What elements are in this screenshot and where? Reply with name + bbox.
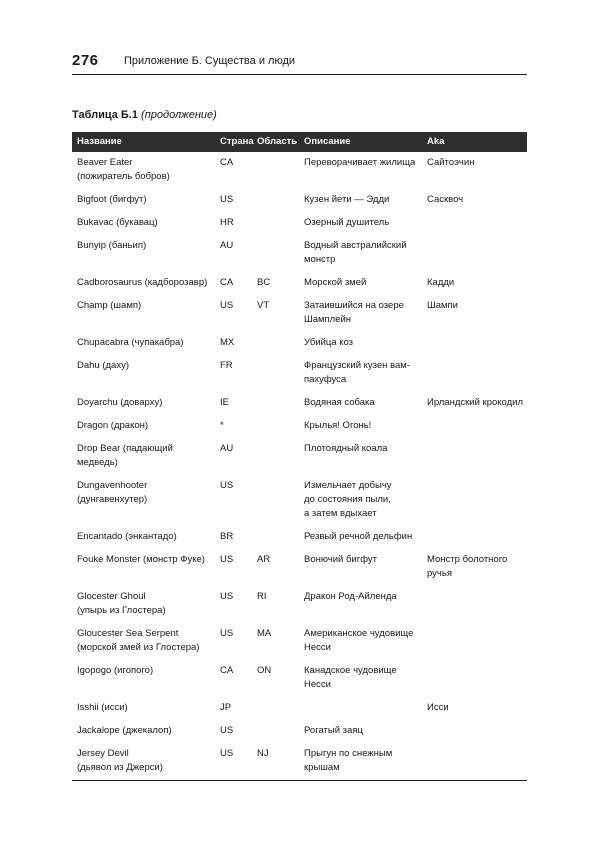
cell-name: Doyarchu (доварху) — [77, 397, 163, 408]
table-row — [72, 549, 527, 586]
cell-aka: Монстр болотного ручья — [427, 554, 508, 579]
cell-name: Glocester Ghoul (упырь из Глостера) — [77, 591, 166, 616]
cell-aka — [422, 475, 527, 526]
cell-name: Bunyip (баньип) — [77, 240, 147, 251]
cell-country: IE — [220, 397, 229, 408]
cell-name: Isshii (исси) — [77, 702, 128, 713]
table-row — [72, 332, 527, 355]
cell-aka: Сасквоч — [427, 194, 464, 205]
cell-description: Измельчает добычу до состояния пыли, а затем вдыхает — [304, 480, 392, 519]
cell-name: Chupacabra (чупакабра) — [77, 337, 184, 348]
table-row — [72, 526, 527, 549]
cell-name: Beaver Eater (пожиратель бобров) — [77, 157, 170, 182]
cell-country: US — [220, 554, 234, 565]
cell-name: Jackalope (джекалоп) — [77, 725, 172, 736]
cell-region: ON — [257, 665, 272, 676]
cell-description: Дракон Род-Айленда — [304, 591, 397, 602]
cell-aka — [422, 623, 527, 660]
cell-name: Drop Bear (падающий медведь) — [77, 443, 173, 468]
cell-aka: Шампи — [427, 300, 458, 311]
cell-region — [252, 720, 299, 743]
cell-region — [252, 212, 299, 235]
cell-description: Вонючий бигфут — [304, 554, 378, 565]
page-number: 276 — [72, 52, 99, 69]
table-row — [72, 189, 527, 212]
cell-region: BC — [257, 277, 271, 288]
cell-region — [252, 392, 299, 415]
table-row — [72, 212, 527, 235]
cell-name: Bukavac (букавац) — [77, 217, 158, 228]
cell-region — [252, 332, 299, 355]
cell-aka: Ирландский крокодил — [427, 397, 524, 408]
cell-country: US — [215, 743, 252, 781]
cell-description: Кузен йети — Эдди — [304, 194, 390, 205]
cell-description — [299, 697, 422, 720]
running-title: Приложение Б. Существа и люди — [124, 55, 296, 67]
cell-country: AU — [220, 240, 234, 251]
cell-aka — [422, 660, 527, 697]
cell-name: Bigfoot (бигфут) — [77, 194, 147, 205]
cell-aka: Сайтоэчин — [427, 157, 475, 168]
cell-country: US — [220, 300, 234, 311]
cell-region: RI — [257, 591, 267, 602]
cell-region — [252, 438, 299, 475]
cell-aka — [422, 586, 527, 623]
cell-description: Плотоядный коала — [304, 443, 388, 454]
cell-description: Крылья! Огонь! — [304, 420, 372, 431]
cell-description: Водный австралийский монстр — [304, 240, 407, 265]
cell-description: Переворачивает жилища — [304, 157, 416, 168]
cell-region — [252, 189, 299, 212]
cell-region: MA — [257, 628, 272, 639]
cell-description: Рогатый заяц — [304, 725, 363, 736]
cell-region — [252, 526, 299, 549]
table-row — [72, 295, 527, 332]
cell-country: AU — [220, 443, 234, 454]
cell-country: US — [220, 194, 234, 205]
cell-name: Gloucester Sea Serpent (морской змей из Глостера) — [77, 628, 200, 653]
cell-region: AR — [257, 554, 271, 565]
cell-name: Igopogo (игопого) — [77, 665, 154, 676]
cell-name: Champ (шамп) — [77, 300, 142, 311]
cell-description: Канадское чудовище Несси — [304, 665, 397, 690]
cell-country: US — [220, 725, 234, 736]
table-row — [72, 660, 527, 697]
cell-description: Водяная собака — [304, 397, 375, 408]
cell-region: VT — [257, 300, 270, 311]
cell-aka — [422, 355, 527, 392]
cell-aka — [422, 212, 527, 235]
table-row — [72, 235, 527, 272]
cell-description: Озерный душитель — [304, 217, 390, 228]
cell-aka — [422, 235, 527, 272]
cell-country: CA — [220, 157, 234, 168]
table-caption-label: Таблица Б.1 — [72, 109, 138, 121]
table-body — [72, 152, 527, 781]
cell-description: Американское чудовище Несси — [304, 628, 414, 653]
cell-aka: Кадди — [427, 277, 455, 288]
cell-country: FR — [220, 360, 233, 371]
table-row — [72, 272, 527, 295]
table-row — [72, 475, 527, 526]
cell-country: JP — [220, 702, 232, 713]
cell-name: Encantado (энкантадо) — [77, 531, 177, 542]
cell-aka — [422, 526, 527, 549]
table-row — [72, 697, 527, 720]
cell-name: Dahu (даху) — [77, 360, 130, 371]
cell-description: Резвый речной дельфин — [304, 531, 413, 542]
table-row — [72, 720, 527, 743]
cell-name: Dungavenhooter (дунгавенхутер) — [77, 480, 148, 505]
cell-country: CA — [220, 277, 234, 288]
table-row — [72, 392, 527, 415]
column-header-aka: Aka — [422, 132, 527, 152]
cell-name: Jersey Devil (дьявол из Джерси) — [72, 743, 215, 781]
creatures-table — [72, 132, 527, 781]
cell-description: Затаившийся на озере Шамплейн — [304, 300, 404, 325]
cell-region — [252, 697, 299, 720]
table-row — [72, 355, 527, 392]
table-row — [72, 438, 527, 475]
cell-region — [252, 235, 299, 272]
cell-aka — [422, 438, 527, 475]
table-header-row — [72, 132, 527, 152]
cell-country: HR — [220, 217, 234, 228]
table-caption-note: (продолжение) — [141, 109, 217, 121]
table-row — [72, 586, 527, 623]
cell-country: * — [220, 420, 224, 431]
table-row — [72, 415, 527, 438]
cell-region — [252, 355, 299, 392]
cell-country: CA — [220, 665, 234, 676]
table-caption — [72, 109, 217, 121]
cell-country: US — [220, 480, 234, 491]
column-header-region: Область — [252, 132, 299, 152]
cell-aka — [422, 332, 527, 355]
column-header-name: Название — [72, 132, 215, 152]
cell-country: BR — [220, 531, 234, 542]
table-row — [72, 743, 527, 781]
cell-region — [252, 152, 299, 189]
cell-aka — [422, 743, 527, 781]
cell-aka: Исси — [427, 702, 449, 713]
column-header-description: Описание — [299, 132, 422, 152]
cell-country: MX — [220, 337, 235, 348]
cell-region — [252, 415, 299, 438]
cell-aka — [422, 415, 527, 438]
table-row — [72, 152, 527, 189]
cell-description: Французский кузен вам- пахуфуса — [304, 360, 410, 385]
cell-description: Убийца коз — [304, 337, 354, 348]
cell-name: Fouke Monster (монстр Фуке) — [77, 554, 205, 565]
cell-description: Морской змей — [304, 277, 367, 288]
cell-name: Cadborosaurus (кадборозавр) — [77, 277, 208, 288]
running-header — [72, 52, 527, 75]
table-row — [72, 623, 527, 660]
cell-description: Прыгун по снежным крышам — [299, 743, 422, 781]
cell-country: US — [220, 591, 234, 602]
cell-name: Dragon (дракон) — [77, 420, 149, 431]
column-header-country: Страна — [215, 132, 252, 152]
cell-region: NJ — [252, 743, 299, 781]
cell-country: US — [220, 628, 234, 639]
cell-region — [252, 475, 299, 526]
cell-aka — [422, 720, 527, 743]
